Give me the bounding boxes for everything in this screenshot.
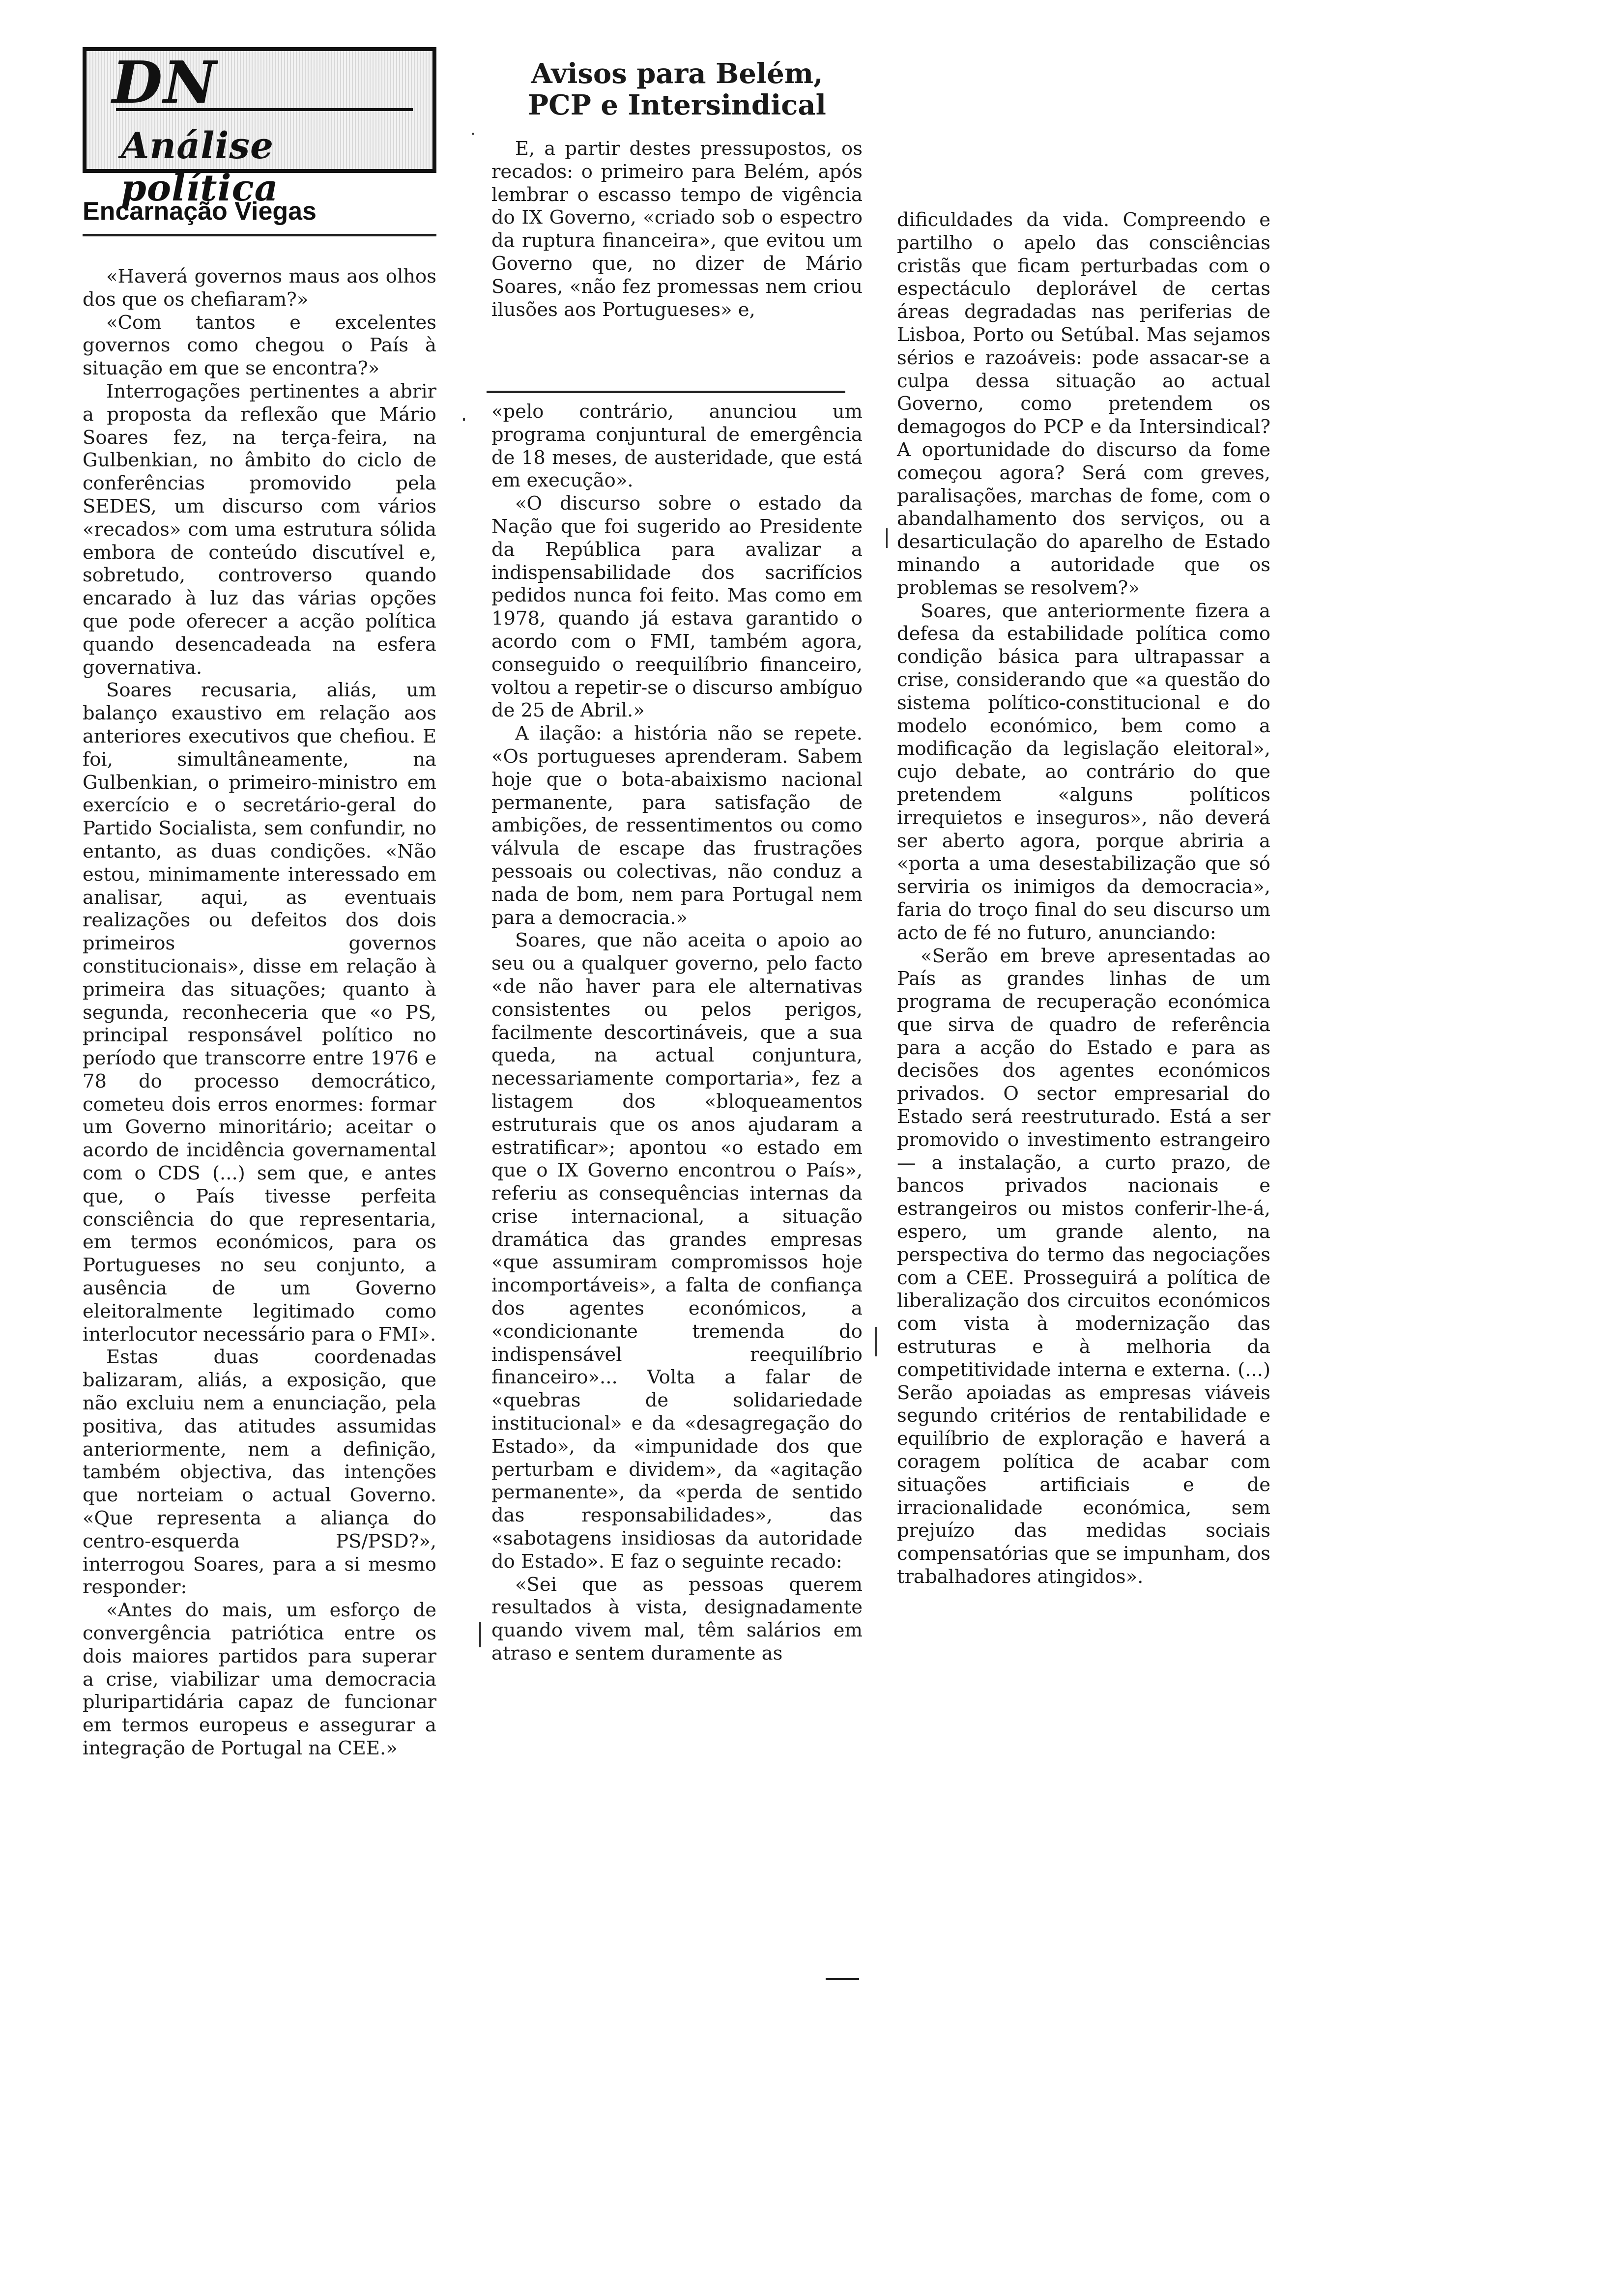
masthead-rule (116, 108, 413, 111)
paragraph: Soares recusaria, aliás, um balanço exaustivo em relação aos anteriores executivos que chefiou. E foi, simultâneamente, na Gulbenkian, o primeiro-ministro em exercício e o secretário-geral do Partido Socialista, sem confundir, no entanto, as duas condições. «Não estou, minimamente interessado em analisar, aqui, as eventuais realizações ou defeitos dos dois primeiros governos constitucionais», disse em relação à primeira das situações; quanto à segunda, reconheceria que «o PS, principal responsável político no período que transcorre entre 1976 e 78 do processo democrático, cometeu dois erros enormes: formar um Governo minoritário; aceitar o acordo de incidência governamental com o CDS (...) sem que, e antes que, o País tivesse perfeita consciência do que representaria, em termos económicos, para os Portugueses no seu conjunto, a ausência de um Governo eleitoralmente legitimado como interlocutor necessário para o FMI». (83, 679, 436, 1346)
section-title: Análise política (121, 125, 279, 209)
article-column-2-bottom (491, 401, 863, 1665)
headline-line-2: PCP e Intersindical (528, 89, 826, 121)
masthead-box (83, 47, 436, 209)
paragraph: «O discurso sobre o estado da Nação que foi sugerido ao Presidente da República para avalizar a indispensabilidade dos sacrifícios pedidos nunca foi feito. Mas como em 1978, quando já estava garantido o acordo com o FMI, também agora, conseguido o reequilíbrio financeiro, voltou a repetir-se o discurso ambíguo de 25 de Abril.» (491, 492, 863, 722)
paragraph: Interrogações pertinentes a abrir a proposta da reflexão que Mário Soares fez, na terça-feira, na Gulbenkian, no âmbito do ciclo de conferências promovido pela SEDES, um discurso com vários «recados» com uma estrutura sólida embora de conteúdo discutível e, sobretudo, controverso quando encarado à luz das várias opções que pode oferecer a acção política quando desencadeada na esfera governativa. (83, 380, 436, 679)
paragraph: «pelo contrário, anunciou um programa conjuntural de emergência de 18 meses, de austeridade, que está em execução». (491, 401, 863, 492)
headline-line-1: Avisos para Belém, (531, 57, 823, 90)
paragraph: E, a partir destes pressupostos, os recados: o primeiro para Belém, após lembrar o escasso tempo de vigência do IX Governo, «criado sob o espectro da ruptura financeira», que evitou um Governo que, no dizer de Mário Soares, «não fez promessas nem criou ilusões aos Portugueses» e, (491, 138, 863, 321)
paragraph: «Antes do mais, um esforço de convergência patriótica entre os dois maiores partidos para superar a crise, viabilizar uma democracia pluripartidária capaz de funcionar em termos europeus e assegurar a integração de Portugal na CEE.» (83, 1599, 436, 1759)
byline: Encarnação Viegas (83, 197, 436, 236)
paragraph: Estas duas coordenadas balizaram, aliás, a exposição, que não excluiu nem a enunciação, pela positiva, das atitudes assumidas anteriormente, nem a definição, também objectiva, das intenções que norteiam o actual Governo. «Que representa a aliança do centro-esquerda PS/PSD?», interrogou Soares, para a si mesmo responder: (83, 1346, 436, 1599)
paragraph: «Sei que as pessoas querem resultados à vista, designadamente quando vivem mal, têm salários em atraso e sentem duramente as (491, 1573, 863, 1665)
paragraph: Soares, que não aceita o apoio ao seu ou a qualquer governo, pelo facto «de não haver para ele alternativas consistentes ou pelos perigos, facilmente descortináveis, que a sua queda, na actual conjuntura, necessariamente comportaria», fez a listagem dos «bloqueamentos estruturais que os anos ajudaram a estratificar»; apontou «o estado em que o IX Governo encontrou o País», referiu as consequências internas da crise internacional, a situação dramática das grandes empresas «que assumiram compromissos hoje incomportáveis», a falta de confiança dos agentes económicos, a «condicionante tremenda do indispensável reequilíbrio financeiro»... Volta a falar de «quebras de solidariedade institucional» e da «desagregação do Estado», da «impunidade dos que perturbam e dividem», da «agitação permanente», da «perda de sentido das responsabilidades», das «sabotagens insidiosas da autoridade do Estado». E faz o seguinte recado: (491, 929, 863, 1573)
masthead-logo: DN (112, 48, 218, 116)
paragraph: Soares, que anteriormente fizera a defesa da estabilidade política como condição básica para ultrapassar a crise, considerando que «a questão do sistema político-constitucional e do modelo económico, bem como a modificação da legislação eleitoral», cujo debate, ao contrário do que pretendem «alguns políticos irrequietos e inseguros», não deverá ser aberto agora, porque abriria a «porta a uma desestabilização que só serviria os inimigos da democracia», faria do troço final do seu discurso um acto de fé no futuro, anunciando: (897, 600, 1270, 944)
article-column-3 (897, 209, 1270, 1589)
scan-speck (463, 418, 465, 421)
paragraph: «Com tantos e excelentes governos como chegou o País à situação em que se encontra?» (83, 311, 436, 380)
article-column-2-top (491, 138, 863, 321)
paragraph: dificuldades da vida. Compreendo e partilho o apelo das consciências cristãs que ficam perturbadas com o espectáculo deplorável de certas áreas degradadas nas periferias de Lisboa, Porto ou Setúbal. Mas sejamos sérios e razoáveis: pode assacar-se a culpa dessa situação ao actual Governo, como pretendem os demagogos do PCP e da Intersindical? A oportunidade do discurso da fome começou agora? Será com greves, paralisações, marchas de fome, com o abandalhamento dos serviços, ou a desarticulação do aparelho de Estado minando a autoridade que os problemas se resolvem?» (897, 209, 1270, 599)
scan-speck (472, 133, 474, 135)
article-column-1 (83, 265, 436, 1760)
scan-speck (479, 1622, 481, 1647)
column-divider-rule (487, 391, 845, 393)
end-rule (826, 1978, 859, 1980)
paragraph: A ilação: a história não se repete. «Os portugueses aprenderam. Sabem hoje que o bota-abaixismo nacional permanente, para satisfação de ambições, de ressentimentos ou como válvula de escape das frustrações pessoais ou colectivas, não conduz a nada de bom, nem para Portugal nem para a democracia.» (491, 722, 863, 929)
paragraph: «Haverá governos maus aos olhos dos que os chefiaram?» (83, 265, 436, 311)
scan-speck (886, 528, 888, 548)
headline (496, 58, 858, 121)
scan-speck (875, 1327, 877, 1356)
paragraph: «Serão em breve apresentadas ao País as grandes linhas de um programa de recuperação económica que sirva de quadro de referência para a acção do Estado e para as decisões dos agentes económicos privados. O sector empresarial do Estado será reestruturado. Está a ser promovido o investimento estrangeiro — a instalação, a curto prazo, de bancos privados nacionais e estrangeiros ou mistos conferir-lhe-á, espero, um grande alento, na perspectiva do termo das negociações com a CEE. Prosseguirá a política de liberalização dos circuitos económicos com vista à modernização das estruturas e à melhoria da competitividade interna e externa. (...) Serão apoiadas as empresas viáveis segundo critérios de rentabilidade e equilíbrio de exploração e haverá a coragem política de acabar com situações artificiais e de irracionalidade económica, sem prejuízo das medidas sociais compensatórias que se impunham, dos trabalhadores atingidos». (897, 945, 1270, 1588)
